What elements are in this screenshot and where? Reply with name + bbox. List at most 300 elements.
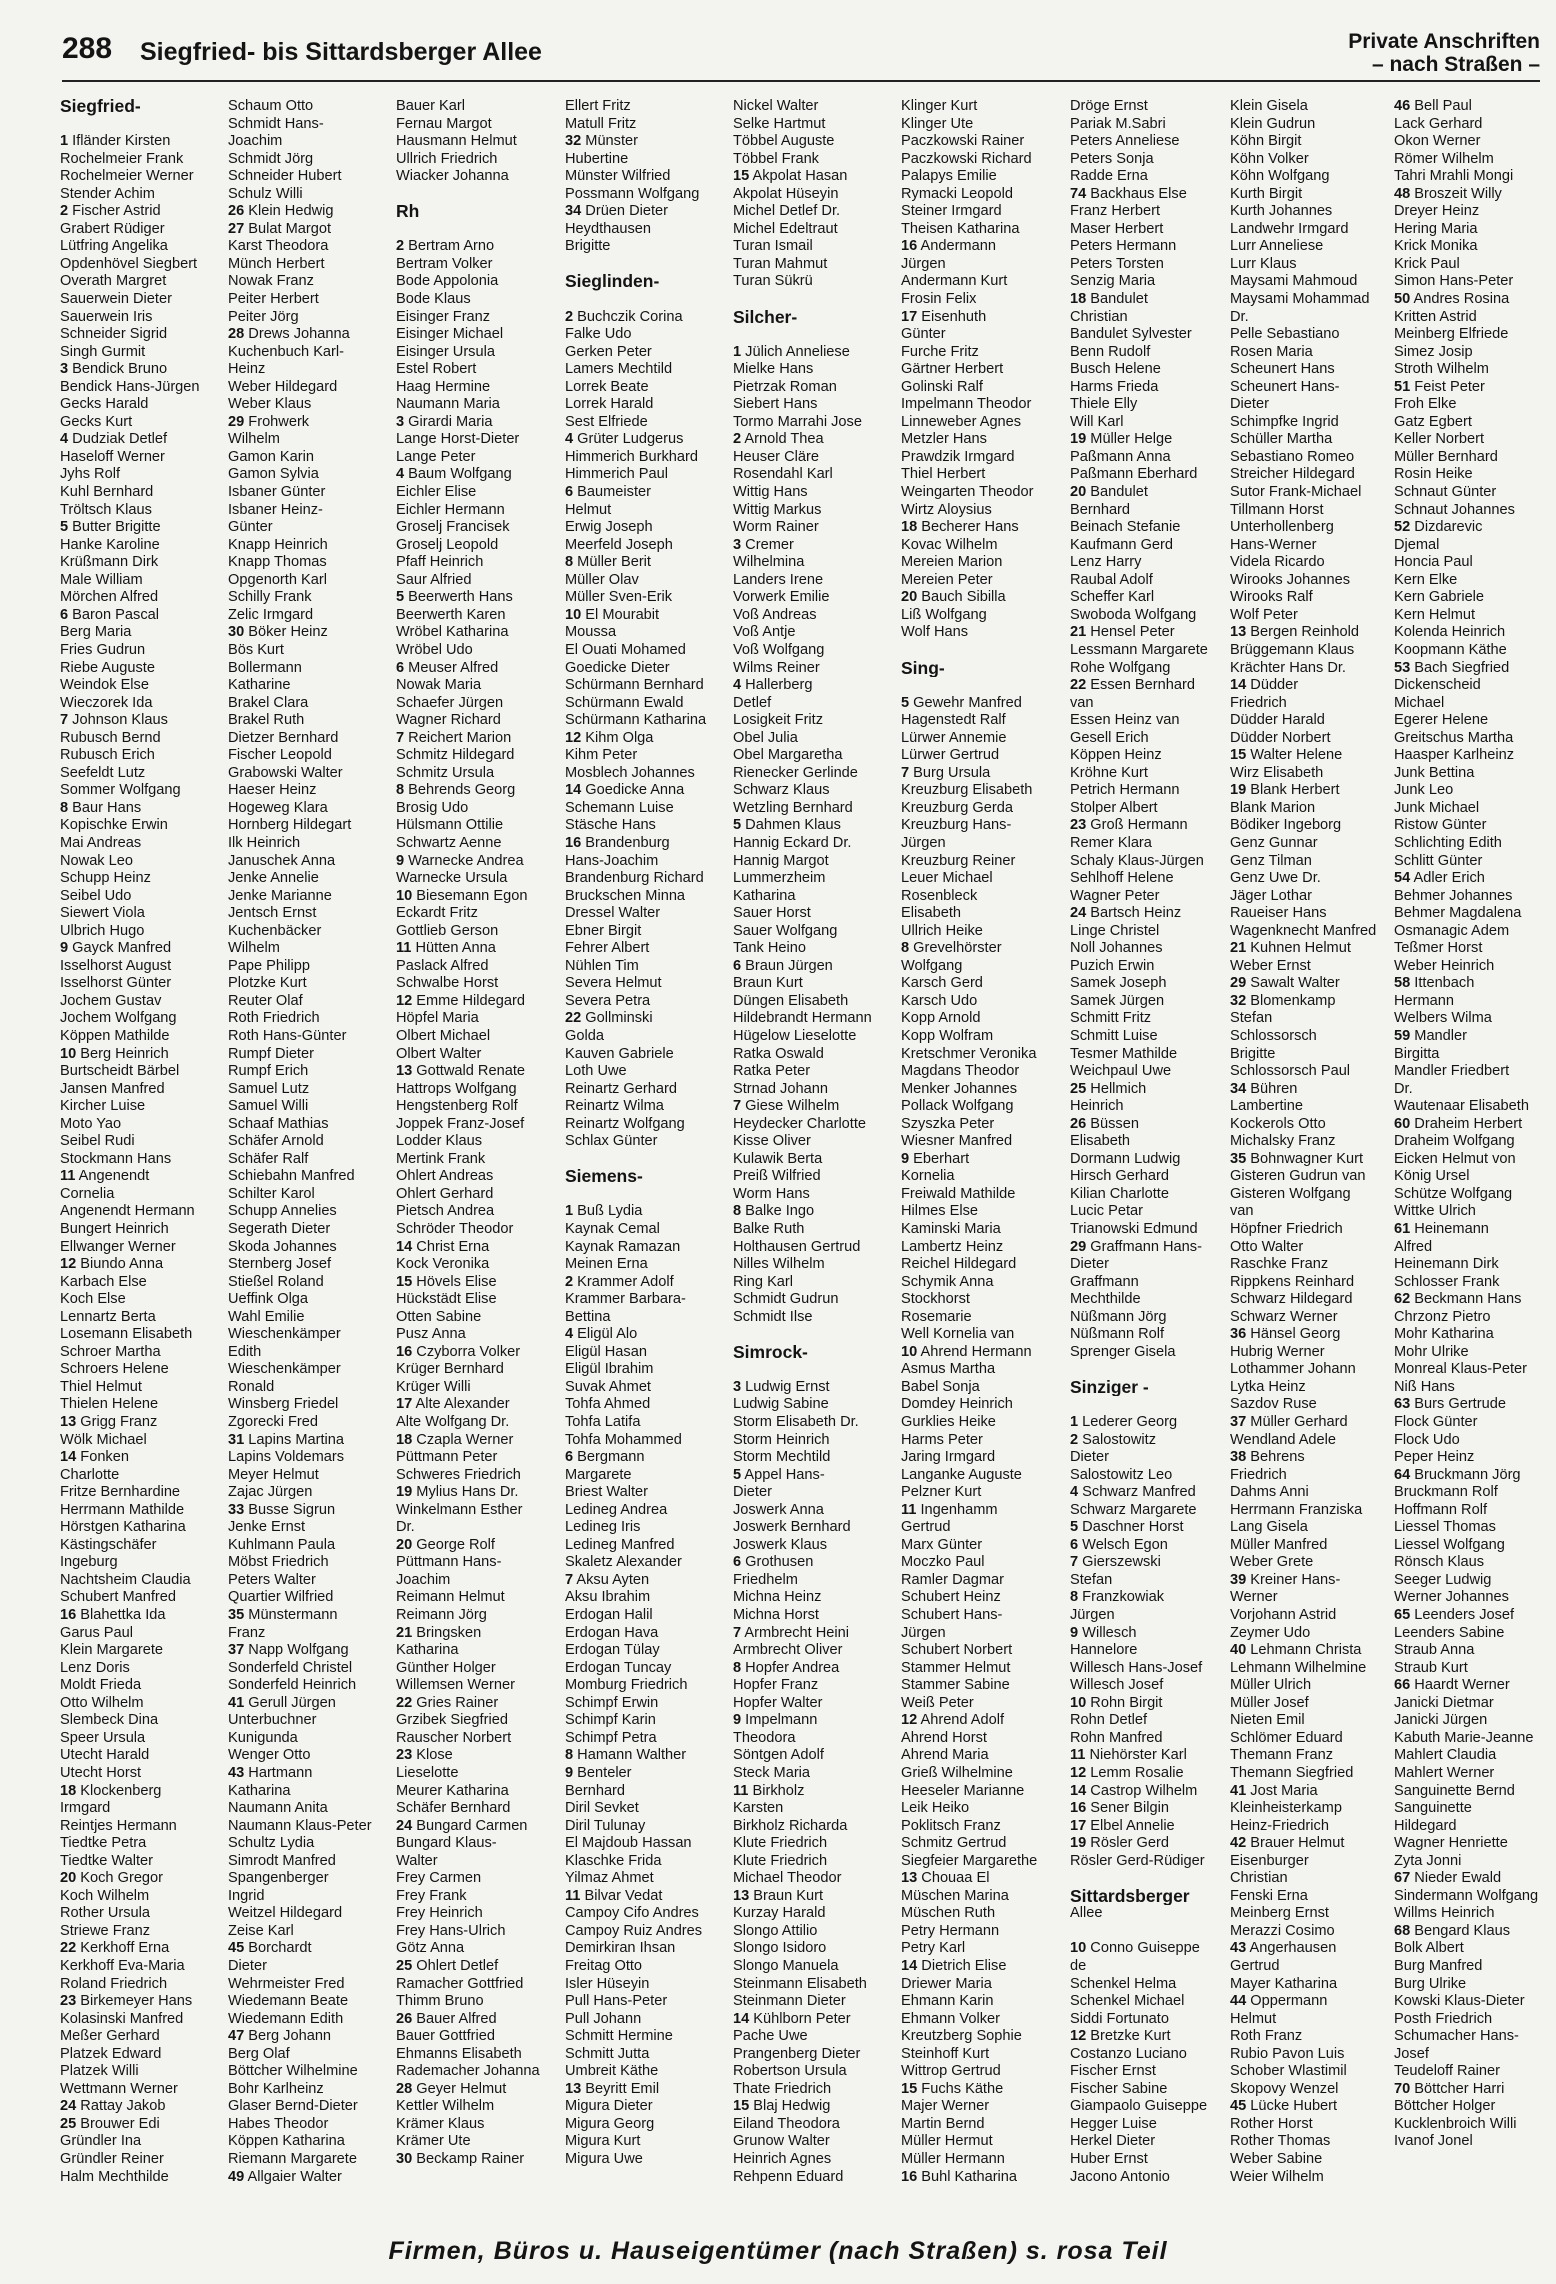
house-number-entry: 7 Burg Ursula [901,764,991,781]
resident-entry: Krüßmann Dirk [60,554,159,571]
resident-entry: Koch Wilhelm [60,1887,150,1904]
resident-entry: Kopischke Erwin [60,817,168,834]
resident-entry: Kock Veronika [396,1256,490,1273]
house-number: 27 [228,220,245,237]
resident-entry: Eisinger Franz [396,308,491,325]
resident-entry: Frey Frank [396,1887,467,1904]
resident-entry: Seibel Rudi [60,1133,135,1150]
resident-entry: Simrodt Manfred [228,1852,336,1869]
house-number: 7 [565,1571,574,1588]
resident-entry: Niß Hans [1394,1378,1455,1395]
resident-entry: Schwarz Klaus [733,782,830,799]
house-number: 21 [1230,940,1247,957]
resident-entry: Müschen Marina [901,1887,1009,1904]
house-number-entry: 32 Münster [565,133,639,150]
house-number-entry: 34 Drüen Dieter [565,203,669,220]
house-number: 14 [733,2010,750,2027]
resident-entry: Bendick Hans-Jürgen [60,378,200,395]
resident-entry: Bandulet Sylvester [1070,326,1192,343]
resident-entry: Siebert Hans [733,396,818,413]
house-number: 14 [901,1957,918,1974]
resident-entry: Janicki Jürgen [1394,1712,1488,1729]
house-number-entry: 39 Kreiner Hans- [1230,1571,1341,1588]
resident-entry: Götz Anna [396,1940,465,1957]
house-number-entry: 1 Jülich Anneliese [733,343,850,360]
resident-entry: Ivanof Jonel [1394,2133,1473,2150]
resident-entry: Campoy Cifo Andres [565,1905,699,1922]
house-number-entry: 7 Gierszewski [1070,1554,1161,1571]
resident-entry: Sutor Frank-Michael [1230,484,1362,501]
resident-entry: Stefan [1230,1010,1273,1027]
resident-entry: Hans-Werner [1230,536,1317,553]
resident-entry: Wirooks Johannes [1230,571,1351,588]
resident-entry: Ramacher Gottfried [396,1975,524,1992]
resident-entry: Osmanagic Adem [1394,922,1510,939]
resident-entry: Böttcher Wilhelmine [228,2063,358,2080]
resident-entry: Seefeldt Lutz [60,764,146,781]
house-number: 9 [565,1764,574,1781]
resident-entry: Möbst Friedrich [228,1554,329,1571]
resident-entry: Genz Tilman [1230,852,1312,869]
resident-entry: Reinartz Gerhard [565,1080,677,1097]
resident-entry: Froh Elke [1394,396,1457,413]
resident-entry: Lürwer Annemie [901,729,1007,746]
resident-entry: Eichler Elise [396,484,477,501]
resident-entry: Majer Werner [901,2098,990,2115]
resident-entry: Haag Hermine [396,378,491,395]
resident-entry: Püttmann Peter [396,1449,498,1466]
resident-entry: Garus Paul [60,1624,134,1641]
street-heading: Silcher- [733,308,798,327]
resident-entry: Gründler Ina [60,2133,142,2150]
resident-entry: Tormo Marrahi Jose [733,413,862,430]
house-number-entry: 5 Gewehr Manfred [901,694,1022,711]
house-number-entry: 3 Cremer [733,536,794,553]
resident-entry: Schupp Annelies [228,1203,337,1220]
resident-entry: Berg Maria [60,624,132,641]
resident-entry: Günther Holger [396,1659,496,1676]
spacer [396,221,560,239]
resident-entry: Sauer Horst [733,905,811,922]
resident-entry: Wieczorek Ida [60,694,153,711]
resident-entry: Ronald [228,1378,275,1395]
resident-entry: Dressel Walter [565,905,661,922]
resident-entry: Bauer Gottfried [396,2028,495,2045]
resident-entry: Nowak Franz [228,273,314,290]
resident-entry: Kovac Wilhelm [901,536,998,553]
house-number-entry: 2 Fischer Astrid [60,203,161,220]
resident-entry: Weber Klaus [228,396,312,413]
resident-entry: Sonderfeld Christel [228,1659,353,1676]
resident-entry: Ledineg Iris [565,1519,641,1536]
house-number: 53 [1394,659,1411,676]
house-number: 9 [60,940,69,957]
house-number: 41 [1230,1782,1247,1799]
house-number-entry: 70 Böttcher Harri [1394,2080,1505,2097]
resident-entry: Mereien Marion [901,554,1003,571]
resident-entry: Pelzner Kurt [901,1484,982,1501]
resident-entry: Groselj Leopold [396,536,499,553]
resident-entry: Reintjes Hermann [60,1817,177,1834]
house-number: 19 [1070,431,1087,448]
house-number: 20 [60,1870,77,1887]
house-number: 74 [1070,185,1087,202]
house-number: 8 [733,1659,742,1676]
house-number-entry: 4 Dudziak Detlef [60,431,168,448]
house-number: 6 [60,606,69,623]
resident-entry: Söntgen Adolf [733,1747,824,1764]
resident-entry: Balke Ruth [733,1221,805,1237]
resident-entry: Noll Johannes [1070,940,1163,957]
header-rule [62,80,1540,82]
resident-entry: Paßmann Eberhard [1070,466,1198,483]
resident-entry: Lambertine [1230,1098,1304,1115]
house-number-entry: 32 Blomenkamp [1230,992,1336,1009]
resident-entry: Severa Petra [565,992,651,1009]
house-number: 8 [565,1747,574,1764]
resident-entry: Schäfer Bernhard [396,1800,511,1817]
resident-entry: Dietzer Bernhard [228,729,339,746]
resident-entry: Kurth Johannes [1230,203,1333,220]
resident-entry: Hans-Joachim [565,852,659,869]
resident-entry: Mertink Frank [396,1150,486,1167]
resident-entry: Sommer Wolfgang [60,782,181,799]
resident-entry: Bode Klaus [396,291,471,308]
house-number: 35 [228,1607,245,1624]
resident-entry: Franz Herbert [1070,203,1161,220]
resident-entry: Rienecker Gerlinde [733,764,858,781]
resident-entry: Ratka Oswald [733,1045,824,1062]
spacer [901,677,1065,695]
resident-entry: Kreuzburg Hans- [901,817,1012,834]
resident-entry: Voß Wolfgang [733,641,825,658]
house-number: 13 [901,1870,918,1887]
house-number-entry: 8 Hopfer Andrea [733,1659,840,1676]
house-number-entry: 25 Hellmich [1070,1080,1147,1097]
resident-entry: Angenendt Hermann [60,1203,195,1220]
house-number: 10 [565,606,582,623]
resident-entry: Rippkens Reinhard [1230,1273,1355,1290]
house-number-entry: 23 Klose [396,1747,453,1764]
house-number-entry: 8 Behrends Georg [396,782,516,799]
resident-entry: Samuel Lutz [228,1080,310,1097]
resident-entry: Burtscheidt Bärbel [60,1063,180,1080]
resident-entry: Plotzke Kurt [228,975,307,992]
resident-entry: Fries Gudrun [60,641,146,658]
house-number: 18 [901,519,918,536]
resident-entry: Steinmann Dieter [733,1993,846,2010]
resident-entry: Schmitt Hermine [565,2028,673,2045]
spacer [565,1151,729,1169]
resident-entry: Ludwig Sabine [733,1396,829,1413]
resident-entry: Olbert Michael [396,1027,491,1044]
resident-entry: Singh Gurmit [60,343,146,360]
resident-entry: Müller Bernhard [1394,448,1498,465]
resident-entry: Schmitt Fritz [1070,1010,1152,1027]
house-number-entry: 27 Bulat Margot [228,220,332,237]
resident-entry: Samek Joseph [1070,975,1167,992]
resident-entry: Gertrud [901,1519,951,1536]
resident-entry: Kurth Birgit [1230,185,1303,202]
resident-entry: Rosendahl Karl [733,466,833,483]
house-number: 32 [1230,992,1247,1009]
resident-entry: Jochem Gustav [60,992,162,1009]
resident-entry: Gurklies Heike [901,1414,996,1431]
resident-entry: Liessel Thomas [1394,1519,1496,1536]
resident-entry: Wirtz Aloysius [901,501,992,518]
resident-entry: Keller Norbert [1394,431,1485,448]
spacer [1070,1923,1234,1941]
resident-entry: Skoda Johannes [228,1238,337,1255]
resident-entry: Mosblech Johannes [565,764,695,781]
house-number: 11 [1070,1747,1086,1764]
resident-entry: Kuhl Bernhard [60,484,154,501]
resident-entry: Menker Johannes [901,1080,1018,1097]
resident-entry: Lehmann Wilhelmine [1230,1659,1367,1676]
house-number-entry: 15 Blaj Hedwig [733,2098,831,2115]
house-number: 1 [1070,1414,1079,1431]
resident-entry: Ullrich Friedrich [396,150,498,167]
resident-entry: Wiedemann Beate [228,1993,349,2010]
house-number: 14 [60,1449,77,1466]
house-number-entry: 18 Becherer Hans [901,519,1019,536]
resident-entry: Roth Hans-Günter [228,1027,347,1044]
resident-entry: Heinz [228,361,266,378]
resident-entry: Wröbel Katharina [396,624,509,641]
resident-entry: Peters Anneliese [1070,133,1180,150]
resident-entry: Rubusch Erich [60,747,155,764]
resident-entry: Kaminski Maria [901,1221,1001,1237]
house-number: 43 [1230,1940,1247,1957]
resident-entry: Swoboda Wolfgang [1070,606,1197,623]
resident-entry: Frey Hans-Ulrich [396,1922,506,1939]
house-number: 68 [1394,1922,1411,1939]
house-number-entry: 15 Hövels Elise [396,1273,497,1290]
resident-entry: Nühlen Tim [565,957,639,974]
resident-entry: Meßer Gerhard [60,2028,160,2045]
resident-entry: Roth Friedrich [228,1010,320,1027]
resident-entry: Sonderfeld Heinrich [228,1677,357,1694]
house-number: 12 [1070,1764,1087,1781]
resident-entry: Well Kornelia van [901,1326,1015,1343]
resident-entry: Schlax Günter [565,1133,658,1150]
house-number: 62 [1394,1291,1411,1308]
resident-entry: Schimpf Erwin [565,1694,659,1711]
directory-column [1070,98,1234,2186]
resident-entry: Opgenorth Karl [228,571,327,588]
resident-entry: Joachim [228,133,283,150]
spacer [60,116,224,134]
house-number-entry: 6 Welsch Egon [1070,1536,1168,1553]
house-number-entry: 35 Münstermann [228,1607,338,1624]
resident-entry: Raueiser Hans [1230,905,1327,922]
resident-entry: Gerken Peter [565,343,652,360]
resident-entry: Schlichting Edith [1394,834,1502,851]
resident-entry: Bode Appolonia [396,273,499,290]
resident-entry: Moczko Paul [901,1554,985,1571]
resident-entry: Quartier Wilfried [228,1589,334,1606]
resident-entry: Fritze Bernhardine [60,1484,181,1501]
resident-entry: Schüller Martha [1230,431,1333,448]
resident-entry: Edith [228,1343,262,1360]
resident-entry: Junk Leo [1394,782,1454,799]
resident-entry: Schwalbe Horst [396,975,499,992]
resident-entry: Brüggemann Klaus [1230,641,1355,658]
resident-entry: Weindok Else [60,677,149,694]
resident-entry: Halm Mechthilde [60,2168,169,2185]
house-number-entry: 24 Rattay Jakob [60,2098,166,2115]
resident-entry: Briest Walter [565,1484,648,1501]
resident-entry: Ebner Birgit [565,922,642,939]
resident-entry: Höpfner Friedrich [1230,1221,1343,1237]
section-label [1348,30,1540,76]
resident-entry: Otto Wilhelm [60,1694,144,1711]
resident-entry: Wilhelm [228,431,280,448]
resident-entry: Pariak M.Sabri [1070,115,1166,132]
resident-entry: Will Karl [1070,413,1124,430]
resident-entry: Schultz Lydia [228,1835,315,1852]
resident-entry: Többel Auguste [733,133,835,150]
resident-entry: Reimann Jörg [396,1607,487,1624]
house-number: 50 [1394,291,1411,308]
resident-entry: Schweres Friedrich [396,1466,521,1483]
resident-entry: Welbers Wilma [1394,1010,1492,1027]
resident-entry: Stolper Albert [1070,799,1158,816]
house-number-entry: 45 Lücke Hubert [1230,2098,1338,2115]
resident-entry: Schupp Heinz [60,870,151,887]
resident-entry: Lütfring Angelika [60,238,168,255]
house-number-entry: 30 Beckamp Rainer [396,2150,525,2167]
resident-entry: Preiß Wilfried [733,1168,821,1185]
resident-entry: Bungard Klaus- [396,1835,497,1852]
resident-entry: Schimpf Karin [565,1712,656,1729]
resident-entry: Eckardt Fritz [396,905,478,922]
resident-entry: Skaletz Alexander [565,1554,682,1571]
resident-entry: Male William [60,571,143,588]
resident-entry: Bruckmann Rolf [1394,1484,1498,1501]
resident-entry: Krüger Bernhard [396,1361,504,1378]
resident-entry: Holthausen Gertrud [733,1238,861,1255]
resident-entry: Nickel Walter [733,98,819,114]
house-number: 29 [228,413,245,430]
resident-entry: Bohr Karlheinz [228,2080,324,2097]
resident-entry: Ledineg Andrea [565,1501,668,1518]
resident-entry: Jäger Lothar [1230,887,1312,904]
resident-entry: Trianowski Edmund [1070,1221,1198,1237]
resident-entry: Ehmanns Elisabeth [396,2045,522,2062]
resident-entry: Bauer Karl [396,98,465,114]
resident-entry: Wolf Peter [1230,606,1298,623]
house-number: 63 [1394,1396,1411,1413]
resident-entry: Wittke Ulrich [1394,1203,1476,1220]
house-number-entry: 14 Christ Erna [396,1238,490,1255]
house-number: 16 [901,238,918,255]
resident-entry: Willesch Josef [1070,1677,1164,1694]
house-number-entry: 23 Birkemeyer Hans [60,1993,193,2010]
resident-entry: Striewe Franz [60,1922,151,1939]
house-number: 47 [228,2028,245,2045]
resident-entry: Hopfer Walter [733,1694,823,1711]
resident-entry: Heeseler Marianne [901,1782,1025,1799]
resident-entry: Lytka Heinz [1230,1378,1306,1395]
resident-entry: Haseloff Werner [60,448,165,465]
resident-entry: Kern Gabriele [1394,589,1485,606]
resident-entry: Frey Heinrich [396,1905,483,1922]
resident-entry: Schimpfke Ingrid [1230,413,1339,430]
resident-entry: Petrich Hermann [1070,782,1180,799]
resident-entry: Tank Heino [733,940,807,957]
house-number: 18 [396,1431,413,1448]
resident-entry: Pelle Sebastiano [1230,326,1340,343]
street-heading: Sinziger - [1070,1378,1149,1397]
house-number-entry: 9 Eberhart [901,1150,970,1167]
resident-entry: Heinemann Dirk [1394,1256,1499,1273]
house-number: 20 [396,1536,413,1553]
resident-entry: Petry Hermann [901,1922,1000,1939]
house-number-entry: 6 Bergmann [565,1449,645,1466]
house-number: 34 [1230,1080,1247,1097]
resident-entry: Braun Kurt [733,975,803,992]
resident-entry: Helmut [1230,2010,1277,2027]
resident-entry: Kreuzburg Gerda [901,799,1013,816]
resident-entry: Stockhorst [901,1291,970,1308]
resident-entry: Themann Franz [1230,1747,1334,1764]
house-number-entry: 12 Lemm Rosalie [1070,1764,1184,1781]
resident-entry: Klein Margarete [60,1642,164,1659]
house-number-entry: 21 Kuhnen Helmut [1230,940,1351,957]
resident-entry: Schürmann Katharina [565,712,707,729]
house-number-entry: 7 Armbrecht Heini [733,1624,849,1641]
resident-entry: Bödiker Ingeborg [1230,817,1342,834]
resident-entry: Busch Helene [1070,361,1161,378]
resident-entry: Schulz Willi [228,185,303,202]
resident-entry: Rohn Manfred [1070,1729,1163,1746]
resident-entry: Scheunert Hans- [1230,378,1340,395]
house-number: 7 [1070,1554,1079,1571]
resident-entry: Gisteren Wolfgang [1230,1185,1351,1202]
resident-entry: Erdogan Tuncay [565,1659,672,1676]
resident-entry: Strnad Johann [733,1080,828,1097]
house-number-entry: 5 Appel Hans- [733,1466,825,1483]
resident-entry: Samek Jürgen [1070,992,1165,1009]
resident-entry: Worm Hans [733,1185,810,1202]
resident-entry: Dr. [1394,1080,1413,1097]
resident-entry: Friedhelm [733,1571,798,1588]
resident-entry: Flock Udo [1394,1431,1460,1448]
house-number-entry: 40 Lehmann Christa [1230,1642,1362,1659]
resident-entry: Joswerk Bernhard [733,1519,851,1536]
resident-entry: Rother Horst [1230,2115,1313,2132]
resident-entry: Draheim Wolfgang [1394,1133,1515,1150]
resident-entry: Landwehr Irmgard [1230,220,1349,237]
resident-entry: Pape Philipp [228,957,310,974]
resident-entry: Flock Günter [1394,1414,1478,1431]
resident-entry: Stießel Roland [228,1273,324,1290]
house-number: 8 [565,554,574,571]
house-number-entry: 52 Dizdarevic [1394,519,1483,536]
resident-entry: Junk Michael [1394,799,1480,816]
resident-entry: Loth Uwe [565,1063,627,1080]
house-number-entry: 53 Bach Siegfried [1394,659,1510,676]
house-number-entry: 37 Napp Wolfgang [228,1642,349,1659]
resident-entry: Hausmann Helmut [396,133,517,150]
house-number-entry: 23 Groß Hermann [1070,817,1188,834]
resident-entry: Chrzonz Pietro [1394,1308,1491,1325]
resident-entry: Heinz-Friedrich [1230,1817,1329,1834]
house-number-entry: 18 Klockenberg [60,1782,162,1799]
resident-entry: Babel Sonja [901,1378,980,1395]
resident-entry: Peters Sonja [1070,150,1154,167]
